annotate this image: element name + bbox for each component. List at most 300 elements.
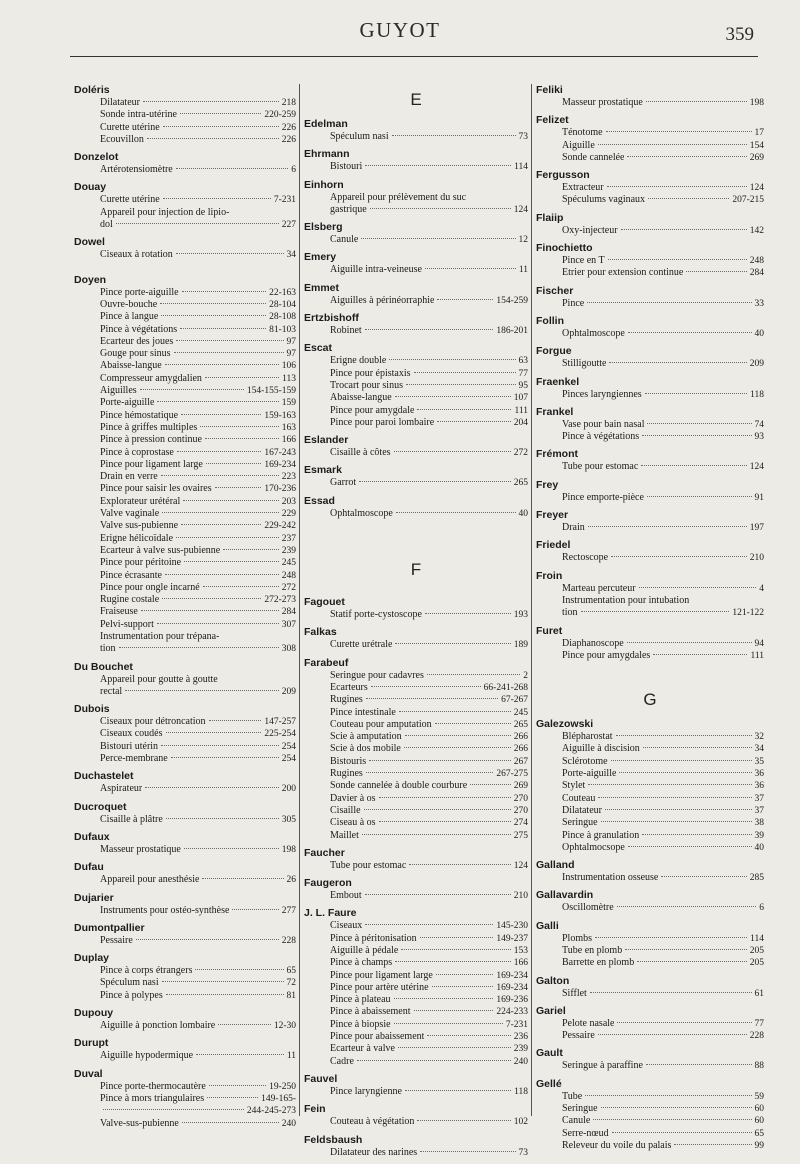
entry-item xyxy=(74,422,296,434)
item-text: Cadre xyxy=(330,1055,354,1067)
item-text: Perce-membrane xyxy=(100,753,168,765)
entry-item xyxy=(536,225,764,237)
entry-item xyxy=(74,606,296,618)
item-text: Aiguille intra-veineuse xyxy=(330,264,422,276)
item-pages: 209 xyxy=(749,359,764,370)
item-text: Erigne double xyxy=(330,355,387,367)
entry-name: Flaiip xyxy=(536,211,564,224)
entry-item xyxy=(536,872,764,884)
entry-item xyxy=(74,686,296,698)
index-entry xyxy=(536,625,764,663)
item-text: Valve vaginale xyxy=(100,508,160,520)
index-entry xyxy=(304,1134,528,1159)
entry-name: Emmet xyxy=(304,281,340,294)
index-entry xyxy=(536,285,764,310)
entry-item xyxy=(74,520,296,532)
leader-dots xyxy=(648,198,729,199)
item-pages: 205 xyxy=(749,945,764,956)
entry-item xyxy=(74,977,296,989)
index-entry xyxy=(536,1047,764,1072)
leader-dots xyxy=(628,846,752,847)
entry-name: Fergusson xyxy=(536,169,590,182)
entry-item xyxy=(74,299,296,311)
item-pages: 226 xyxy=(281,122,296,133)
entry-item xyxy=(536,194,764,206)
item-text: Explorateur urétéral xyxy=(100,495,181,507)
item-pages: 198 xyxy=(281,844,296,855)
item-pages: 245 xyxy=(281,558,296,569)
item-pages: 111 xyxy=(514,405,528,416)
item-text: Pince à pression continue xyxy=(100,434,202,446)
item-pages: 159-163 xyxy=(264,410,296,421)
item-text: Pince pour paroi lombaire xyxy=(330,416,435,428)
item-pages: 60 xyxy=(754,1104,764,1115)
item-text: Stilligoutte xyxy=(562,358,607,370)
index-entry xyxy=(304,877,528,902)
leader-dots xyxy=(395,396,511,397)
item-text: Canule xyxy=(330,234,359,246)
item-text: Instruments pour ostéo-synthèse xyxy=(100,904,230,916)
item-pages: 118 xyxy=(514,1086,528,1097)
leader-dots xyxy=(166,818,279,819)
item-text: Pince pour artère utérine xyxy=(330,981,429,993)
item-pages: 36 xyxy=(754,781,764,792)
entry-name: Forgue xyxy=(536,345,572,358)
entry-item xyxy=(74,905,296,917)
item-pages: 77 xyxy=(754,1018,764,1029)
entry-name: Feldsbaush xyxy=(304,1133,363,1146)
entry-item xyxy=(304,392,528,404)
item-text: Aiguille à discision xyxy=(562,743,640,755)
item-pages: 149-237 xyxy=(496,933,528,944)
entry-item xyxy=(74,508,296,520)
leader-dots xyxy=(617,1022,751,1023)
entry-item xyxy=(74,410,296,422)
leader-dots xyxy=(365,165,511,166)
entry-item xyxy=(536,756,764,768)
item-text: Gouge pour sinus xyxy=(100,348,171,360)
item-text: Canule xyxy=(562,1115,591,1127)
entry-item xyxy=(536,1060,764,1072)
item-pages: 167-243 xyxy=(264,447,296,458)
entry-item xyxy=(304,192,528,204)
entry-item xyxy=(74,134,296,146)
item-text: Ciseaux xyxy=(330,920,363,932)
item-pages: 33 xyxy=(754,298,764,309)
entry-item xyxy=(304,368,528,380)
leader-dots xyxy=(595,937,747,938)
item-pages: 37 xyxy=(754,805,764,816)
index-entry xyxy=(304,434,528,459)
item-text: Cisaille à côtes xyxy=(330,447,391,459)
leader-dots xyxy=(617,906,757,907)
entry-item xyxy=(74,447,296,459)
item-text: Porte-aiguille xyxy=(100,397,155,409)
leader-dots xyxy=(435,723,511,724)
item-text: Pince à abaissement xyxy=(330,1006,411,1018)
leader-dots xyxy=(162,598,261,599)
leader-dots xyxy=(174,352,284,353)
entry-name: Edelman xyxy=(304,118,348,130)
item-pages: 204 xyxy=(513,417,528,428)
index-entry xyxy=(536,406,764,444)
item-pages: 307 xyxy=(281,619,296,630)
leader-dots xyxy=(417,1120,510,1121)
item-pages: 240 xyxy=(513,1056,528,1067)
entry-item xyxy=(304,264,528,276)
item-text: Abaisse-langue xyxy=(330,392,392,404)
item-text: Ecarteur des joues xyxy=(100,335,174,347)
item-pages: 248 xyxy=(749,256,764,267)
entry-item xyxy=(536,1091,764,1103)
item-pages: 19-250 xyxy=(269,1081,296,1092)
item-pages: 210 xyxy=(749,553,764,564)
index-entry xyxy=(536,975,764,1000)
leader-dots xyxy=(180,328,266,329)
index-entry xyxy=(536,114,764,164)
entry-item xyxy=(536,97,764,109)
entry-item xyxy=(536,552,764,564)
entry-name: Du Bouchet xyxy=(74,660,133,673)
entry-item xyxy=(536,492,764,504)
item-text: Seringue pour cadavres xyxy=(330,669,424,681)
index-entry xyxy=(304,626,528,651)
item-pages: 124 xyxy=(513,204,528,215)
entry-item xyxy=(304,161,528,173)
index-entry xyxy=(536,345,764,370)
leader-dots xyxy=(593,1119,751,1120)
leader-dots xyxy=(653,654,747,655)
entry-item xyxy=(304,234,528,246)
item-pages: 40 xyxy=(754,328,764,339)
entry-item xyxy=(304,1043,528,1055)
entry-item xyxy=(74,814,296,826)
item-text: Pince pour ongle incarné xyxy=(100,581,200,593)
entry-item xyxy=(74,194,296,206)
item-text: tion xyxy=(100,643,116,655)
leader-dots xyxy=(162,512,279,513)
leader-dots xyxy=(140,389,244,390)
item-text: Extracteur xyxy=(562,182,604,194)
leader-dots xyxy=(162,981,284,982)
entry-item xyxy=(74,874,296,886)
index-entry xyxy=(304,342,528,429)
leader-dots xyxy=(395,961,511,962)
entry-name: Galezowski xyxy=(536,718,594,731)
item-text: Stylet xyxy=(562,780,586,792)
leader-dots xyxy=(409,864,510,865)
leader-dots xyxy=(369,760,511,761)
item-text: Garrot xyxy=(330,477,357,489)
leader-dots xyxy=(643,747,752,748)
entry-name: Duval xyxy=(74,1067,103,1080)
entry-item xyxy=(304,830,528,842)
item-pages: 11 xyxy=(518,265,528,276)
item-pages: 169-236 xyxy=(496,995,528,1006)
entry-name: Dowel xyxy=(74,236,105,249)
item-text: Seringue xyxy=(562,817,598,829)
entry-item xyxy=(536,1018,764,1030)
entry-name: Faucher xyxy=(304,846,345,859)
index-entry xyxy=(536,718,764,854)
item-pages: 227 xyxy=(281,220,296,231)
entry-item xyxy=(536,1140,764,1152)
item-text: Cisaille à plâtre xyxy=(100,813,163,825)
entry-name: Feliki xyxy=(536,84,563,96)
item-text: Ophtalmoscope xyxy=(330,507,393,519)
item-pages: 11 xyxy=(286,1051,296,1062)
item-pages: 142 xyxy=(749,225,764,236)
item-text: Sonde intra-utérine xyxy=(100,109,177,121)
entry-item xyxy=(74,97,296,109)
item-text: rectal xyxy=(100,685,123,697)
entry-item xyxy=(304,355,528,367)
entry-item xyxy=(74,533,296,545)
item-pages: 73 xyxy=(518,132,528,142)
item-pages: 40 xyxy=(518,508,528,519)
entry-name: Frémont xyxy=(536,448,578,461)
entry-item xyxy=(74,728,296,740)
entry-item xyxy=(74,459,296,471)
item-text: Pince pour ligament large xyxy=(100,458,203,470)
item-pages: 274 xyxy=(513,818,528,829)
item-pages: 28-104 xyxy=(269,299,296,310)
item-text: Embout xyxy=(330,890,362,902)
leader-dots xyxy=(601,1107,752,1108)
item-text: Masseur prostatique xyxy=(100,843,181,855)
item-text: Etrier pour extension continue xyxy=(562,267,684,279)
entry-name: Duchastelet xyxy=(74,770,134,783)
item-text: Ophtalmoscope xyxy=(562,327,625,339)
item-text: Spéculum nasi xyxy=(330,131,389,142)
leader-dots xyxy=(176,537,279,538)
entry-item xyxy=(304,890,528,902)
entry-item xyxy=(304,817,528,829)
item-pages: 34 xyxy=(286,250,296,261)
index-entry xyxy=(74,861,296,886)
entry-name: Galli xyxy=(536,919,559,932)
entry-name: Emery xyxy=(304,251,337,264)
item-text: Bistouri utérin xyxy=(100,740,159,752)
leader-dots xyxy=(605,809,752,810)
entry-item xyxy=(536,1030,764,1042)
item-text: Pince pour abaissement xyxy=(330,1031,425,1043)
item-text: Pince en T xyxy=(562,255,605,267)
entry-item xyxy=(74,643,296,655)
leader-dots xyxy=(405,1090,511,1091)
item-text: Appareil pour goutte à goutte xyxy=(100,673,218,685)
leader-dots xyxy=(180,113,261,114)
entry-item xyxy=(304,447,528,459)
item-pages: 81 xyxy=(286,990,296,1001)
leader-dots xyxy=(427,1035,510,1036)
column-divider xyxy=(531,84,532,1116)
running-head-title: GUYOT xyxy=(359,18,441,42)
entry-name: Gellé xyxy=(536,1077,562,1090)
item-text: Pince emporte-pièce xyxy=(562,491,644,503)
item-text: Rectoscope xyxy=(562,552,609,564)
item-text: Seringue xyxy=(562,1103,598,1115)
item-pages: 218 xyxy=(281,98,296,108)
index-entry xyxy=(304,1073,528,1098)
item-pages: 12 xyxy=(518,235,528,246)
item-pages: 4 xyxy=(759,583,764,594)
index-entry xyxy=(536,84,764,109)
entry-item xyxy=(304,793,528,805)
item-pages: 17 xyxy=(754,128,764,139)
item-text: Maillet xyxy=(330,829,359,841)
index-entry xyxy=(74,770,296,795)
entry-item xyxy=(304,768,528,780)
item-pages: 91 xyxy=(754,492,764,503)
index-entry xyxy=(74,661,296,699)
entry-name: Freyer xyxy=(536,509,569,522)
index-column-3 xyxy=(536,84,764,1157)
item-pages: 284 xyxy=(749,268,764,279)
leader-dots xyxy=(674,1144,751,1145)
item-text: tion xyxy=(562,607,578,619)
item-text: Scie à dos mobile xyxy=(330,743,401,755)
leader-dots xyxy=(103,1109,244,1110)
index-entry xyxy=(536,1078,764,1152)
entry-item xyxy=(536,731,764,743)
entry-name: Dumontpallier xyxy=(74,921,145,934)
leader-dots xyxy=(207,1097,258,1098)
item-text: Sclérotome xyxy=(562,755,608,767)
leader-dots xyxy=(627,642,752,643)
item-text: gastrique xyxy=(330,203,367,215)
item-text: Vase pour bain nasal xyxy=(562,418,645,430)
entry-item xyxy=(74,336,296,348)
item-text: Diaphanoscope xyxy=(562,637,624,649)
item-text: Trocart pour sinus xyxy=(330,379,403,391)
index-entry xyxy=(304,495,528,520)
item-pages: 39 xyxy=(754,830,764,841)
item-pages: 166 xyxy=(281,435,296,446)
item-pages: 88 xyxy=(754,1061,764,1072)
index-entry xyxy=(536,539,764,564)
index-entry xyxy=(536,376,764,401)
leader-dots xyxy=(647,423,751,424)
item-pages: 154-155-159 xyxy=(246,386,296,397)
item-text: Pince à champs xyxy=(330,957,393,969)
item-pages: 272-273 xyxy=(264,595,296,606)
entry-item xyxy=(304,743,528,755)
leader-dots xyxy=(171,757,279,758)
item-text: Sonde cannelée à double courbure xyxy=(330,780,468,792)
item-pages: 111 xyxy=(750,650,764,661)
index-entry xyxy=(536,1005,764,1043)
index-entry xyxy=(536,242,764,280)
item-pages: 223 xyxy=(281,472,296,483)
index-entry xyxy=(304,312,528,337)
leader-dots xyxy=(609,362,746,363)
item-text: Pince pour amygdale xyxy=(330,404,415,416)
entry-item xyxy=(74,631,296,643)
entry-name: Fein xyxy=(304,1103,326,1116)
leader-dots xyxy=(161,315,266,316)
item-pages: 2 xyxy=(523,670,528,681)
item-text: Pince laryngienne xyxy=(330,1085,402,1097)
leader-dots xyxy=(616,735,752,736)
entry-item xyxy=(536,152,764,164)
item-text: Ecouvillon xyxy=(100,133,144,145)
item-pages: 254 xyxy=(281,741,296,752)
item-pages: 267 xyxy=(513,756,528,767)
entry-item xyxy=(536,595,764,607)
entry-item xyxy=(74,716,296,728)
entry-item xyxy=(74,582,296,594)
entry-name: Eslander xyxy=(304,434,349,447)
item-text: Abaisse-langue xyxy=(100,360,162,372)
leader-dots xyxy=(136,939,279,940)
entry-item xyxy=(536,255,764,267)
leader-dots xyxy=(357,1060,511,1061)
item-pages: 265 xyxy=(513,719,528,730)
item-text: Porte-aiguille xyxy=(562,768,617,780)
item-pages: 34 xyxy=(754,744,764,755)
entry-item xyxy=(74,397,296,409)
index-entry xyxy=(74,236,296,261)
index-entry xyxy=(536,479,764,504)
entry-item xyxy=(536,1103,764,1115)
leader-dots xyxy=(598,144,747,145)
item-pages: 203 xyxy=(281,496,296,507)
item-text: Pince à griffes multiples xyxy=(100,421,198,433)
index-entry xyxy=(74,703,296,765)
index-entry xyxy=(74,952,296,1002)
leader-dots xyxy=(621,229,747,230)
leader-dots xyxy=(611,556,747,557)
leader-dots xyxy=(361,238,515,239)
item-text: Pince à péritonisation xyxy=(330,932,417,944)
item-pages: 37 xyxy=(754,793,764,804)
item-pages: 209 xyxy=(281,686,296,697)
leader-dots xyxy=(362,834,511,835)
entry-item xyxy=(304,131,528,143)
entry-item xyxy=(304,609,528,621)
entry-name: Ducroquet xyxy=(74,800,127,813)
item-text: Pince à langue xyxy=(100,311,159,323)
entry-item xyxy=(304,1056,528,1068)
leader-dots xyxy=(359,481,511,482)
item-text: Ciseaux à rotation xyxy=(100,249,173,261)
item-text: Oxy-injecteur xyxy=(562,224,618,236)
entry-item xyxy=(536,933,764,945)
item-text: Masseur prostatique xyxy=(562,97,643,108)
item-pages: 228 xyxy=(281,935,296,946)
leader-dots xyxy=(470,784,511,785)
item-text: Appareil pour prélèvement du suc xyxy=(330,191,467,203)
item-pages: 193 xyxy=(513,610,528,621)
item-text: Pelvi-support xyxy=(100,618,154,630)
leader-dots xyxy=(165,574,279,575)
leader-dots xyxy=(232,909,278,910)
entry-item xyxy=(536,182,764,194)
item-pages: 220-259 xyxy=(264,110,296,121)
item-pages: 200 xyxy=(281,784,296,795)
item-text: Appareil pour anesthésie xyxy=(100,874,200,886)
item-text: Ciseaux pour détroncation xyxy=(100,716,206,728)
entry-name: Esmark xyxy=(304,464,342,477)
index-entry xyxy=(536,212,764,237)
entry-item xyxy=(536,328,764,340)
item-pages: 308 xyxy=(281,644,296,655)
item-text: Valve sus-pubienne xyxy=(100,520,179,532)
entry-name: Frey xyxy=(536,478,559,491)
index-column-2 xyxy=(304,84,528,1164)
entry-item xyxy=(536,298,764,310)
